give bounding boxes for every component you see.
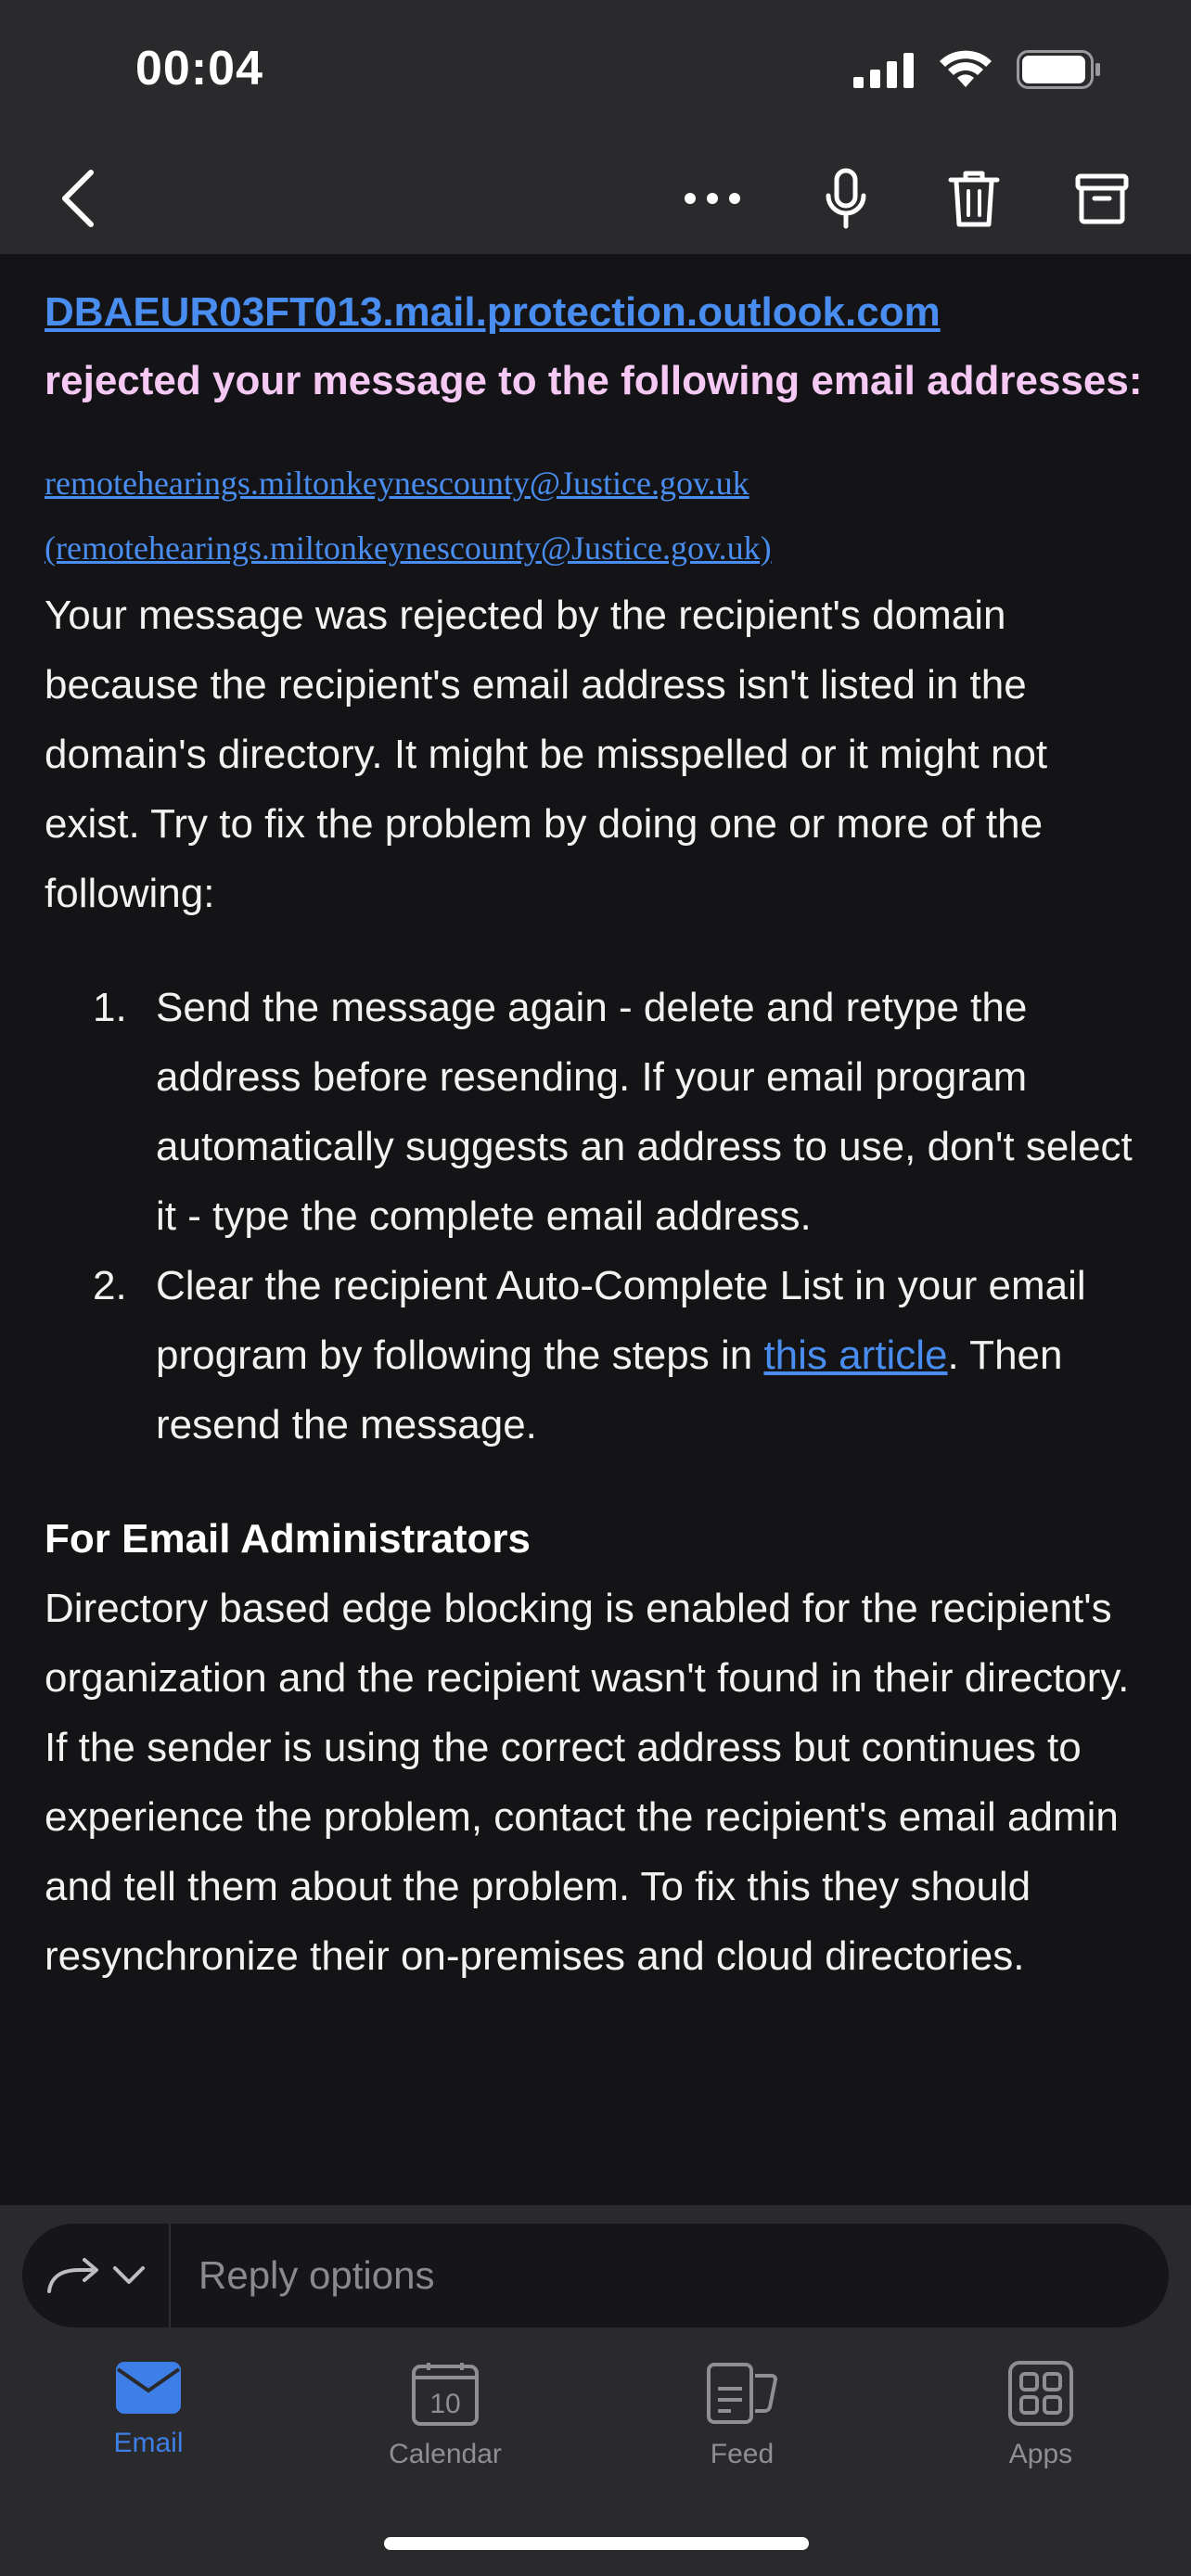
home-indicator[interactable]	[384, 2537, 809, 2550]
this-article-link[interactable]: this article	[763, 1333, 948, 1378]
tab-email[interactable]: Email	[46, 2361, 250, 2459]
calendar-date-text: 10	[429, 2389, 461, 2419]
reply-options-bar[interactable]	[22, 2224, 1169, 2327]
more-horizontal-icon	[683, 191, 742, 206]
intro-paragraph: Your message was rejected by the recipient's domain because the recipient's email address isn't listed in the domain's directory. It might be misspelled or it might not exist. Try to fix the problem by doing one or more of the following:	[45, 593, 1048, 916]
status-icons	[853, 50, 1102, 94]
trash-icon	[948, 169, 1000, 228]
forward-arrow-icon	[45, 2256, 101, 2295]
battery-icon	[1017, 50, 1102, 94]
message-header-toolbar	[0, 139, 1191, 254]
wifi-icon	[939, 50, 992, 94]
cellular-signal-icon	[853, 51, 915, 93]
forward-menu-button[interactable]	[22, 2224, 171, 2327]
top-bar	[0, 0, 1191, 254]
delete-button[interactable]	[935, 159, 1013, 237]
microphone-icon	[826, 168, 866, 229]
admin-paragraph: Directory based edge blocking is enabled for the recipient's organization and the recipient wasn't found in their directory. If the sender is using the correct address but continues to experience the problem, contact the recipient's email admin and tell them about the problem. To fix this they should resynchronize their on-premises and cloud directories.	[45, 1586, 1130, 1979]
rejection-heading: rejected your message to the following email addresses:	[45, 358, 1143, 403]
step-text-after: . Then resend the message.	[156, 1333, 1063, 1447]
step-text-before: Clear the recipient Auto-Complete List in your email program by following the steps in	[156, 1263, 1086, 1378]
dictation-button[interactable]	[807, 159, 885, 237]
reply-options-placeholder: Reply options	[198, 2253, 435, 2297]
rejected-addresses	[45, 451, 1148, 580]
list-item: 1. Send the message again - delete and retype the address before resending. If your email program automatically suggests an address to use, don't select it - type the complete email address.	[93, 985, 1133, 1239]
back-button[interactable]	[39, 159, 117, 237]
sender-server-link[interactable]: DBAEUR03FT013.mail.protection.outlook.com	[45, 289, 941, 335]
status-time: 00:04	[135, 42, 263, 96]
tab-feed[interactable]: Feed	[640, 2361, 844, 2470]
feed-icon	[707, 2361, 777, 2426]
admin-heading: For Email Administrators	[45, 1516, 531, 1562]
reply-area	[0, 2205, 1191, 2339]
chevron-left-icon	[58, 169, 98, 228]
message-body	[45, 278, 1148, 1991]
recipient-address-link[interactable]: remotehearings.miltonkeynescounty@Justice.gov.uk	[45, 465, 749, 502]
archive-button[interactable]	[1063, 159, 1141, 237]
step-text: Send the message again - delete and retype the address before resending. If your email program automatically suggests an address to use, don't select it - type the complete email address.	[156, 985, 1133, 1239]
tab-calendar[interactable]: 10 Calendar	[343, 2361, 547, 2470]
archive-icon	[1075, 172, 1129, 224]
chevron-down-icon	[112, 2265, 146, 2286]
calendar-icon	[412, 2361, 479, 2426]
mail-icon	[115, 2361, 182, 2415]
apps-grid-icon	[1008, 2361, 1073, 2426]
list-item: 2. Clear the recipient Auto-Complete List in your email program by following the steps in this article. Then resend the message.	[93, 1263, 1086, 1447]
recipient-address-paren-link[interactable]: (remotehearings.miltonkeynescounty@Justice.gov.uk)	[45, 529, 772, 567]
fix-steps-list	[45, 973, 1148, 1460]
more-options-button[interactable]	[673, 159, 751, 237]
tab-apps[interactable]: Apps	[939, 2361, 1143, 2470]
